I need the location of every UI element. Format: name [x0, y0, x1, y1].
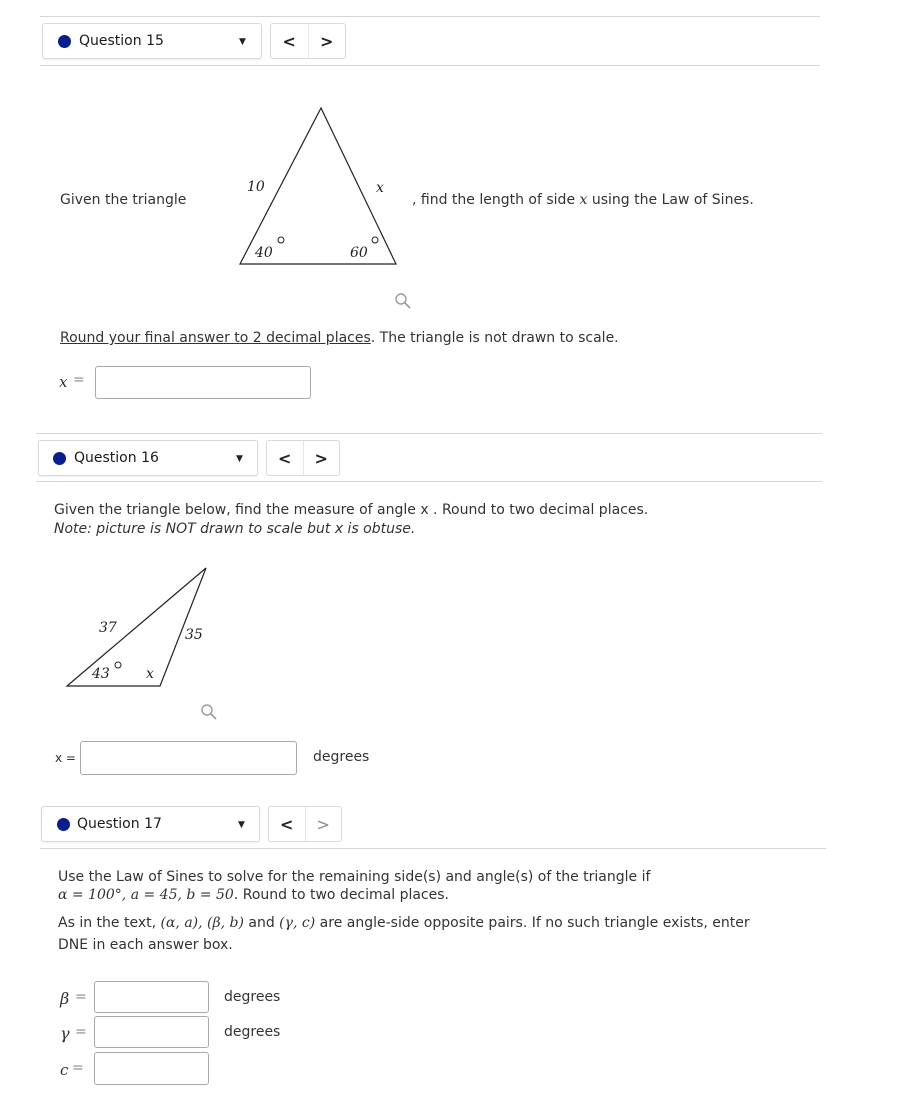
q17-beta-var: β: [60, 989, 70, 1008]
chevron-down-icon: ▼: [239, 37, 246, 47]
q17-given-math: α = 100°, a = 45, b = 50.: [58, 887, 239, 903]
q15-degree-right: [372, 237, 378, 243]
q16-top-divider: [36, 433, 822, 434]
magnify-icon[interactable]: [394, 292, 412, 310]
q17-pairs-line: As in the text, (α, a), (β, b) and (γ, c) are angle-side opposite pairs. If no such triangle exists, enter: [58, 915, 750, 931]
q16-answer-input[interactable]: [80, 741, 297, 775]
q17-dne-note: DNE in each answer box.: [58, 937, 233, 953]
q17-beta-unit: degrees: [224, 989, 281, 1005]
q15-status-dot: [58, 35, 71, 48]
q15-round-note: Round your final answer to 2 decimal places. The triangle is not drawn to scale.: [60, 330, 619, 346]
q17-label: Question 17: [77, 816, 162, 832]
q17-bottom-divider: [40, 848, 826, 849]
q17-beta-input[interactable]: [94, 981, 209, 1013]
q16-unit: degrees: [313, 749, 370, 765]
q16-side-right-label: 35: [185, 627, 203, 643]
q16-bottom-divider: [36, 481, 822, 482]
q17-question-select[interactable]: [41, 806, 260, 842]
q17-gamma-input[interactable]: [94, 1016, 209, 1048]
q17-status-dot: [57, 818, 70, 831]
q17-c-var: c: [60, 1061, 69, 1079]
q16-answer-label: x =: [55, 751, 76, 765]
q16-label: Question 16: [74, 450, 159, 466]
previous-question-button[interactable]: <: [280, 814, 294, 834]
chevron-down-icon: ▼: [236, 454, 243, 464]
q16-angle-label: 43: [92, 666, 110, 682]
magnify-icon[interactable]: [200, 703, 218, 721]
chevron-down-icon: ▼: [238, 820, 245, 830]
q15-prompt-start: Given the triangle: [60, 192, 187, 208]
q16-degree-mark: [115, 662, 121, 668]
q15-angle-right-label: 60: [350, 245, 368, 261]
previous-question-button[interactable]: <: [282, 31, 296, 51]
q17-gamma-eq: =: [75, 1024, 87, 1040]
q15-question-select[interactable]: [42, 23, 262, 59]
next-question-button[interactable]: >: [305, 807, 342, 841]
q15-nav: [270, 23, 346, 59]
q16-question-select[interactable]: [38, 440, 258, 476]
q15-top-divider: [40, 16, 820, 17]
q15-bottom-divider: [40, 65, 820, 66]
q16-triangle-figure: [62, 562, 212, 692]
next-question-button[interactable]: >: [303, 441, 340, 475]
previous-question-button[interactable]: <: [278, 448, 292, 468]
q17-nav: [268, 806, 342, 842]
round-instructions-link[interactable]: Round your final answer to 2 decimal places: [60, 330, 371, 346]
q15-answer-input[interactable]: [95, 366, 311, 399]
q15-label: Question 15: [79, 33, 164, 49]
q15-answer-var: x: [59, 373, 68, 391]
q16-nav: [266, 440, 340, 476]
q15-side-right-label: x: [376, 180, 384, 196]
q16-note: Note: picture is NOT drawn to scale but x is obtuse.: [54, 521, 416, 537]
q17-gamma-var: γ: [60, 1024, 70, 1043]
q16-status-dot: [53, 452, 66, 465]
q16-side-left-label: 37: [99, 620, 117, 636]
q16-prompt: Given the triangle below, find the measure of angle x . Round to two decimal places.: [54, 502, 649, 518]
q17-given-rest: Round to two decimal places.: [242, 887, 449, 903]
q16-angle-var-label: x: [146, 666, 154, 682]
q17-c-eq: =: [72, 1060, 84, 1076]
q15-answer-eq: =: [73, 372, 85, 388]
q17-prompt: Use the Law of Sines to solve for the remaining side(s) and angle(s) of the triangle if: [58, 869, 651, 885]
q15-side-left-label: 10: [247, 179, 265, 195]
q15-degree-left: [278, 237, 284, 243]
q17-beta-eq: =: [75, 989, 87, 1005]
q17-gamma-unit: degrees: [224, 1024, 281, 1040]
q17-given: [58, 887, 449, 903]
q15-prompt-rest: , find the length of side x using the Law of Sines.: [412, 192, 754, 208]
next-question-button[interactable]: >: [308, 24, 346, 58]
q15-triangle-figure: [235, 100, 400, 270]
q17-c-input[interactable]: [94, 1052, 209, 1085]
q15-angle-left-label: 40: [255, 245, 273, 261]
